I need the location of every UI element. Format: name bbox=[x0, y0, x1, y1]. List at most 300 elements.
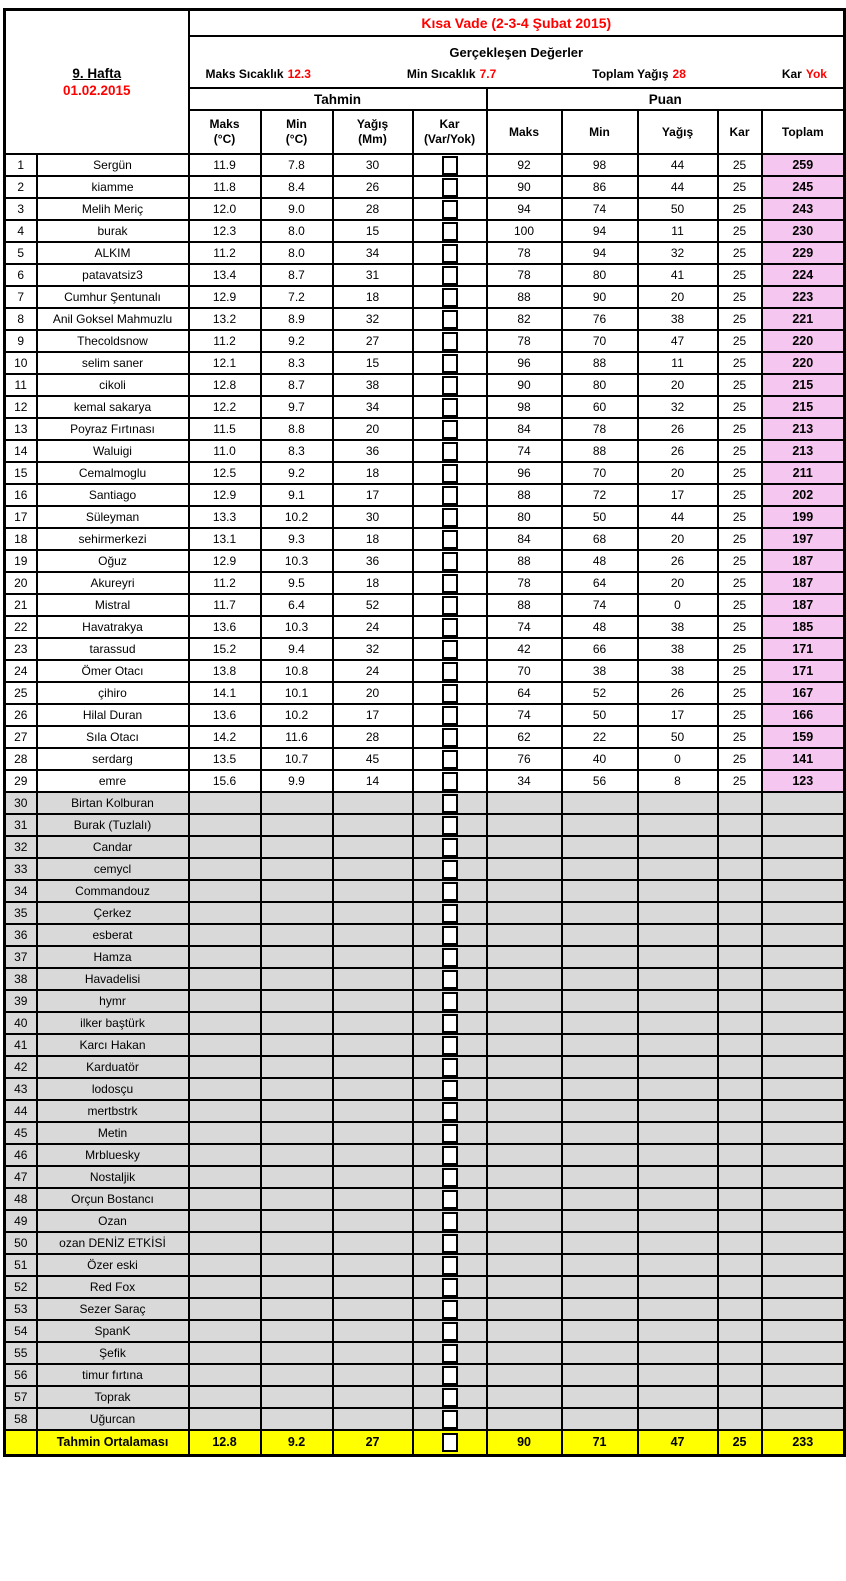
score-yagis-cell: 11 bbox=[638, 220, 718, 242]
score-min-cell bbox=[562, 1298, 638, 1320]
kar-checkbox[interactable] bbox=[442, 1146, 458, 1165]
forecast-yagis-cell: 15 bbox=[333, 220, 413, 242]
forecast-maks-cell bbox=[189, 1276, 261, 1298]
score-toplam-cell: 123 bbox=[762, 770, 845, 792]
name-cell: Havatrakya bbox=[37, 616, 189, 638]
score-kar-cell bbox=[718, 946, 762, 968]
rank-cell: 13 bbox=[5, 418, 37, 440]
score-yagis-cell: 20 bbox=[638, 374, 718, 396]
score-kar-cell: 25 bbox=[718, 550, 762, 572]
rank-cell: 2 bbox=[5, 176, 37, 198]
kar-checkbox[interactable] bbox=[442, 1168, 458, 1187]
name-cell: Karduatör bbox=[37, 1056, 189, 1078]
kar-checkbox[interactable] bbox=[442, 794, 458, 813]
forecast-kar-cell bbox=[413, 154, 487, 176]
rank-cell: 22 bbox=[5, 616, 37, 638]
kar-checkbox[interactable] bbox=[442, 1014, 458, 1033]
kar-checkbox[interactable] bbox=[442, 618, 458, 637]
score-kar-cell bbox=[718, 1276, 762, 1298]
score-kar-cell bbox=[718, 1210, 762, 1232]
forecast-min-cell: 9.2 bbox=[261, 462, 333, 484]
score-kar-cell: 25 bbox=[718, 220, 762, 242]
forecast-kar-cell bbox=[413, 990, 487, 1012]
kar-checkbox[interactable] bbox=[442, 1388, 458, 1407]
forecast-yagis-cell: 34 bbox=[333, 396, 413, 418]
forecast-min-cell bbox=[261, 990, 333, 1012]
kar-checkbox[interactable] bbox=[442, 1234, 458, 1253]
score-maks-cell: 78 bbox=[487, 330, 562, 352]
average-rank-cell bbox=[5, 1430, 37, 1455]
score-maks-cell bbox=[487, 1012, 562, 1034]
forecast-kar-cell bbox=[413, 1078, 487, 1100]
kar-checkbox[interactable] bbox=[442, 816, 458, 835]
table-row bbox=[5, 1364, 845, 1386]
kar-checkbox[interactable] bbox=[442, 288, 458, 307]
name-cell: mertbstrk bbox=[37, 1100, 189, 1122]
score-toplam-cell bbox=[762, 1210, 845, 1232]
score-min-cell: 94 bbox=[562, 220, 638, 242]
forecast-yagis-cell: 17 bbox=[333, 484, 413, 506]
average-row bbox=[5, 1430, 845, 1455]
table-row bbox=[5, 1210, 845, 1232]
score-kar-cell: 25 bbox=[718, 462, 762, 484]
forecast-yagis-cell bbox=[333, 1298, 413, 1320]
score-yagis-cell bbox=[638, 1408, 718, 1430]
name-cell: Nostaljik bbox=[37, 1166, 189, 1188]
table-row bbox=[5, 308, 845, 330]
kar-checkbox[interactable] bbox=[442, 574, 458, 593]
table-row bbox=[5, 528, 845, 550]
forecast-kar-cell bbox=[413, 1034, 487, 1056]
score-toplam-cell bbox=[762, 1122, 845, 1144]
rank-cell: 40 bbox=[5, 1012, 37, 1034]
score-toplam-cell: 187 bbox=[762, 572, 845, 594]
forecast-yagis-cell: 30 bbox=[333, 506, 413, 528]
score-yagis-cell: 26 bbox=[638, 682, 718, 704]
kar-checkbox[interactable] bbox=[442, 508, 458, 527]
forecast-kar-cell bbox=[413, 330, 487, 352]
kar-checkbox[interactable] bbox=[442, 310, 458, 329]
table-row bbox=[5, 462, 845, 484]
score-min-cell: 88 bbox=[562, 440, 638, 462]
name-cell: Melih Meriç bbox=[37, 198, 189, 220]
rank-cell: 35 bbox=[5, 902, 37, 924]
forecast-min-cell: 8.0 bbox=[261, 220, 333, 242]
kar-checkbox[interactable] bbox=[442, 398, 458, 417]
name-cell: lodosçu bbox=[37, 1078, 189, 1100]
score-yagis-cell: 26 bbox=[638, 440, 718, 462]
forecast-maks-cell bbox=[189, 880, 261, 902]
score-kar-cell: 25 bbox=[718, 704, 762, 726]
forecast-min-cell: 8.8 bbox=[261, 418, 333, 440]
forecast-score-table bbox=[3, 8, 846, 1457]
forecast-kar-cell bbox=[413, 1012, 487, 1034]
forecast-kar-cell bbox=[413, 704, 487, 726]
forecast-maks-cell bbox=[189, 1408, 261, 1430]
score-kar-cell: 25 bbox=[718, 418, 762, 440]
kar-checkbox[interactable] bbox=[442, 882, 458, 901]
score-min-cell bbox=[562, 1012, 638, 1034]
forecast-min-cell: 11.6 bbox=[261, 726, 333, 748]
forecast-kar-cell bbox=[413, 968, 487, 990]
kar-checkbox[interactable] bbox=[442, 1366, 458, 1385]
score-maks-cell: 76 bbox=[487, 748, 562, 770]
kar-checkbox[interactable] bbox=[442, 1102, 458, 1121]
score-toplam-cell bbox=[762, 1056, 845, 1078]
forecast-min-cell bbox=[261, 1012, 333, 1034]
score-toplam-cell bbox=[762, 1012, 845, 1034]
forecast-yagis-cell: 24 bbox=[333, 616, 413, 638]
table-row bbox=[5, 242, 845, 264]
name-cell: tarassud bbox=[37, 638, 189, 660]
kar-checkbox[interactable] bbox=[442, 354, 458, 373]
forecast-min-cell: 8.3 bbox=[261, 352, 333, 374]
forecast-yagis-cell bbox=[333, 1320, 413, 1342]
score-min-cell: 64 bbox=[562, 572, 638, 594]
score-toplam-cell: 259 bbox=[762, 154, 845, 176]
name-cell: Sıla Otacı bbox=[37, 726, 189, 748]
rank-cell: 45 bbox=[5, 1122, 37, 1144]
score-min-cell: 72 bbox=[562, 484, 638, 506]
forecast-maks-cell: 11.5 bbox=[189, 418, 261, 440]
score-min-cell: 68 bbox=[562, 528, 638, 550]
score-toplam-cell: 224 bbox=[762, 264, 845, 286]
score-maks-cell: 98 bbox=[487, 396, 562, 418]
kar-checkbox[interactable] bbox=[442, 970, 458, 989]
forecast-min-cell: 8.7 bbox=[261, 264, 333, 286]
score-maks-cell: 88 bbox=[487, 550, 562, 572]
name-cell: Özer eski bbox=[37, 1254, 189, 1276]
score-kar-cell bbox=[718, 990, 762, 1012]
score-min-cell bbox=[562, 1254, 638, 1276]
forecast-yagis-cell bbox=[333, 946, 413, 968]
average-score-kar-cell: 25 bbox=[718, 1430, 762, 1455]
table-row bbox=[5, 968, 845, 990]
score-yagis-cell bbox=[638, 814, 718, 836]
rank-cell: 54 bbox=[5, 1320, 37, 1342]
score-toplam-cell: 243 bbox=[762, 198, 845, 220]
score-min-cell: 66 bbox=[562, 638, 638, 660]
score-toplam-cell: 215 bbox=[762, 374, 845, 396]
table-row bbox=[5, 1254, 845, 1276]
forecast-yagis-cell bbox=[333, 968, 413, 990]
score-maks-cell: 96 bbox=[487, 352, 562, 374]
forecast-yagis-cell: 17 bbox=[333, 704, 413, 726]
rank-cell: 23 bbox=[5, 638, 37, 660]
kar-checkbox[interactable] bbox=[442, 156, 458, 175]
score-yagis-cell: 20 bbox=[638, 462, 718, 484]
score-toplam-cell: 197 bbox=[762, 528, 845, 550]
kar-checkbox[interactable] bbox=[442, 200, 458, 219]
name-cell: Karcı Hakan bbox=[37, 1034, 189, 1056]
kar-checkbox[interactable] bbox=[442, 904, 458, 923]
score-maks-cell bbox=[487, 792, 562, 814]
score-kar-cell bbox=[718, 836, 762, 858]
name-cell: Cumhur Şentunalı bbox=[37, 286, 189, 308]
rank-cell: 27 bbox=[5, 726, 37, 748]
score-toplam-cell bbox=[762, 1232, 845, 1254]
score-kar-cell: 25 bbox=[718, 440, 762, 462]
kar-checkbox[interactable] bbox=[442, 1058, 458, 1077]
forecast-kar-cell bbox=[413, 1188, 487, 1210]
forecast-maks-cell bbox=[189, 814, 261, 836]
score-yagis-cell bbox=[638, 1364, 718, 1386]
forecast-yagis-cell bbox=[333, 1056, 413, 1078]
forecast-yagis-cell bbox=[333, 902, 413, 924]
average-score-maks-cell: 90 bbox=[487, 1430, 562, 1455]
forecast-maks-cell: 15.2 bbox=[189, 638, 261, 660]
name-cell: çihiro bbox=[37, 682, 189, 704]
score-maks-cell bbox=[487, 814, 562, 836]
forecast-kar-cell bbox=[413, 1298, 487, 1320]
score-toplam-cell: 199 bbox=[762, 506, 845, 528]
table-row bbox=[5, 1386, 845, 1408]
table-row bbox=[5, 330, 845, 352]
kar-checkbox[interactable] bbox=[442, 662, 458, 681]
score-toplam-cell bbox=[762, 1342, 845, 1364]
score-toplam-cell bbox=[762, 1188, 845, 1210]
score-yagis-cell bbox=[638, 1056, 718, 1078]
kar-checkbox[interactable] bbox=[442, 266, 458, 285]
score-toplam-cell bbox=[762, 990, 845, 1012]
score-kar-cell bbox=[718, 924, 762, 946]
score-min-cell bbox=[562, 1056, 638, 1078]
table-row bbox=[5, 1232, 845, 1254]
forecast-kar-cell bbox=[413, 1210, 487, 1232]
kar-checkbox[interactable] bbox=[442, 926, 458, 945]
score-min-cell: 74 bbox=[562, 198, 638, 220]
rank-cell: 17 bbox=[5, 506, 37, 528]
score-yagis-cell: 17 bbox=[638, 704, 718, 726]
score-toplam-cell bbox=[762, 924, 845, 946]
rank-cell: 14 bbox=[5, 440, 37, 462]
forecast-min-cell bbox=[261, 792, 333, 814]
forecast-min-cell: 8.3 bbox=[261, 440, 333, 462]
rank-cell: 19 bbox=[5, 550, 37, 572]
rank-cell: 4 bbox=[5, 220, 37, 242]
forecast-yagis-cell bbox=[333, 1276, 413, 1298]
forecast-kar-cell bbox=[413, 792, 487, 814]
forecast-maks-cell: 15.6 bbox=[189, 770, 261, 792]
kar-checkbox[interactable] bbox=[442, 728, 458, 747]
kar-checkbox[interactable] bbox=[442, 1212, 458, 1231]
forecast-min-cell: 7.8 bbox=[261, 154, 333, 176]
forecast-yagis-cell bbox=[333, 836, 413, 858]
kar-checkbox[interactable] bbox=[442, 772, 458, 791]
forecast-yagis-cell: 28 bbox=[333, 726, 413, 748]
kar-checkbox[interactable] bbox=[442, 596, 458, 615]
table-row bbox=[5, 638, 845, 660]
kar-checkbox[interactable] bbox=[442, 838, 458, 857]
forecast-maks-cell bbox=[189, 858, 261, 880]
forecast-kar-cell bbox=[413, 682, 487, 704]
score-kar-cell: 25 bbox=[718, 616, 762, 638]
forecast-min-cell bbox=[261, 1078, 333, 1100]
kar-checkbox[interactable] bbox=[442, 178, 458, 197]
forecast-min-cell bbox=[261, 1144, 333, 1166]
forecast-maks-cell: 13.5 bbox=[189, 748, 261, 770]
score-yagis-cell: 47 bbox=[638, 330, 718, 352]
score-kar-cell bbox=[718, 1232, 762, 1254]
kar-checkbox[interactable] bbox=[442, 1036, 458, 1055]
forecast-min-cell: 10.2 bbox=[261, 506, 333, 528]
kar-checkbox[interactable] bbox=[442, 706, 458, 725]
score-col-min: Min bbox=[562, 110, 638, 154]
forecast-col-min: Min (°C) bbox=[261, 110, 333, 154]
kar-checkbox[interactable] bbox=[442, 860, 458, 879]
score-kar-cell: 25 bbox=[718, 264, 762, 286]
table-row bbox=[5, 1298, 845, 1320]
score-min-cell: 94 bbox=[562, 242, 638, 264]
forecast-kar-cell bbox=[413, 814, 487, 836]
score-min-cell bbox=[562, 1034, 638, 1056]
score-maks-cell: 34 bbox=[487, 770, 562, 792]
score-kar-cell bbox=[718, 1012, 762, 1034]
score-yagis-cell bbox=[638, 792, 718, 814]
kar-checkbox[interactable] bbox=[442, 948, 458, 967]
forecast-kar-cell bbox=[413, 352, 487, 374]
kar-checkbox[interactable] bbox=[442, 442, 458, 461]
kar-checkbox[interactable] bbox=[442, 640, 458, 659]
score-maks-cell: 88 bbox=[487, 286, 562, 308]
name-cell: selim saner bbox=[37, 352, 189, 374]
forecast-col-yagis: Yağış (Mm) bbox=[333, 110, 413, 154]
score-kar-cell bbox=[718, 1320, 762, 1342]
forecast-kar-cell bbox=[413, 924, 487, 946]
kar-checkbox[interactable] bbox=[442, 1080, 458, 1099]
kar-checkbox[interactable] bbox=[442, 222, 458, 241]
kar-checkbox[interactable] bbox=[442, 464, 458, 483]
forecast-maks-cell: 13.8 bbox=[189, 660, 261, 682]
kar-checkbox[interactable] bbox=[442, 1344, 458, 1363]
rank-cell: 21 bbox=[5, 594, 37, 616]
kar-checkbox[interactable] bbox=[442, 1300, 458, 1319]
kar-checkbox[interactable] bbox=[442, 1322, 458, 1341]
actual-yagis: Toplam Yağış 28 bbox=[592, 67, 686, 81]
kar-checkbox[interactable] bbox=[442, 684, 458, 703]
kar-checkbox[interactable] bbox=[442, 530, 458, 549]
table-row bbox=[5, 484, 845, 506]
kar-checkbox[interactable] bbox=[442, 992, 458, 1011]
forecast-maks-cell: 12.0 bbox=[189, 198, 261, 220]
score-min-cell bbox=[562, 836, 638, 858]
name-cell: ilker baştürk bbox=[37, 1012, 189, 1034]
table-row bbox=[5, 770, 845, 792]
score-yagis-cell: 20 bbox=[638, 528, 718, 550]
table-row bbox=[5, 572, 845, 594]
kar-checkbox[interactable] bbox=[442, 376, 458, 395]
kar-checkbox[interactable] bbox=[442, 1410, 458, 1429]
score-min-cell: 80 bbox=[562, 374, 638, 396]
forecast-yagis-cell bbox=[333, 1122, 413, 1144]
kar-checkbox[interactable] bbox=[442, 552, 458, 571]
forecast-maks-cell bbox=[189, 836, 261, 858]
forecast-kar-cell bbox=[413, 770, 487, 792]
kar-checkbox[interactable] bbox=[442, 420, 458, 439]
kar-checkbox[interactable] bbox=[442, 1124, 458, 1143]
score-min-cell: 70 bbox=[562, 462, 638, 484]
forecast-kar-cell bbox=[413, 594, 487, 616]
forecast-maks-cell: 13.6 bbox=[189, 704, 261, 726]
kar-checkbox[interactable] bbox=[442, 1278, 458, 1297]
week-label: 9. Hafta bbox=[72, 66, 122, 81]
forecast-maks-cell: 12.2 bbox=[189, 396, 261, 418]
score-yagis-cell: 26 bbox=[638, 418, 718, 440]
score-maks-cell bbox=[487, 1188, 562, 1210]
kar-checkbox[interactable] bbox=[442, 750, 458, 769]
forecast-min-cell: 9.7 bbox=[261, 396, 333, 418]
score-kar-cell bbox=[718, 1386, 762, 1408]
score-maks-cell bbox=[487, 1122, 562, 1144]
rank-cell: 36 bbox=[5, 924, 37, 946]
period-title: Kısa Vade (2-3-4 Şubat 2015) bbox=[189, 10, 845, 37]
score-toplam-cell: 245 bbox=[762, 176, 845, 198]
score-yagis-cell bbox=[638, 1144, 718, 1166]
forecast-kar-cell bbox=[413, 880, 487, 902]
forecast-maks-cell bbox=[189, 1166, 261, 1188]
forecast-maks-cell bbox=[189, 1386, 261, 1408]
score-maks-cell: 74 bbox=[487, 704, 562, 726]
kar-checkbox[interactable] bbox=[442, 1190, 458, 1209]
score-min-cell: 76 bbox=[562, 308, 638, 330]
kar-checkbox[interactable] bbox=[442, 1256, 458, 1275]
forecast-yagis-cell bbox=[333, 880, 413, 902]
kar-checkbox[interactable] bbox=[442, 1433, 458, 1452]
forecast-kar-cell bbox=[413, 1364, 487, 1386]
score-min-cell: 40 bbox=[562, 748, 638, 770]
kar-checkbox[interactable] bbox=[442, 244, 458, 263]
forecast-yagis-cell: 18 bbox=[333, 286, 413, 308]
score-min-cell bbox=[562, 1342, 638, 1364]
score-yagis-cell bbox=[638, 1232, 718, 1254]
score-min-cell: 50 bbox=[562, 704, 638, 726]
forecast-maks-cell bbox=[189, 1144, 261, 1166]
score-maks-cell bbox=[487, 1254, 562, 1276]
forecast-maks-cell: 12.9 bbox=[189, 286, 261, 308]
score-maks-cell bbox=[487, 858, 562, 880]
forecast-min-cell bbox=[261, 1210, 333, 1232]
name-cell: patavatsiz3 bbox=[37, 264, 189, 286]
score-maks-cell bbox=[487, 1232, 562, 1254]
forecast-min-cell bbox=[261, 902, 333, 924]
kar-checkbox[interactable] bbox=[442, 486, 458, 505]
score-maks-cell: 94 bbox=[487, 198, 562, 220]
rank-cell: 47 bbox=[5, 1166, 37, 1188]
score-kar-cell bbox=[718, 1100, 762, 1122]
forecast-maks-cell: 11.8 bbox=[189, 176, 261, 198]
rank-cell: 1 bbox=[5, 154, 37, 176]
forecast-yagis-cell bbox=[333, 1034, 413, 1056]
name-cell: kemal sakarya bbox=[37, 396, 189, 418]
forecast-kar-cell bbox=[413, 1056, 487, 1078]
rank-cell: 49 bbox=[5, 1210, 37, 1232]
table-row bbox=[5, 550, 845, 572]
kar-checkbox[interactable] bbox=[442, 332, 458, 351]
forecast-yagis-cell: 20 bbox=[333, 418, 413, 440]
score-maks-cell: 78 bbox=[487, 242, 562, 264]
name-cell: emre bbox=[37, 770, 189, 792]
forecast-yagis-cell bbox=[333, 1188, 413, 1210]
forecast-kar-cell bbox=[413, 198, 487, 220]
rank-cell: 10 bbox=[5, 352, 37, 374]
score-kar-cell: 25 bbox=[718, 770, 762, 792]
rank-cell: 38 bbox=[5, 968, 37, 990]
average-forecast-kar-cell bbox=[413, 1430, 487, 1455]
score-yagis-cell bbox=[638, 1122, 718, 1144]
score-yagis-cell bbox=[638, 1188, 718, 1210]
score-maks-cell bbox=[487, 1342, 562, 1364]
score-maks-cell bbox=[487, 902, 562, 924]
